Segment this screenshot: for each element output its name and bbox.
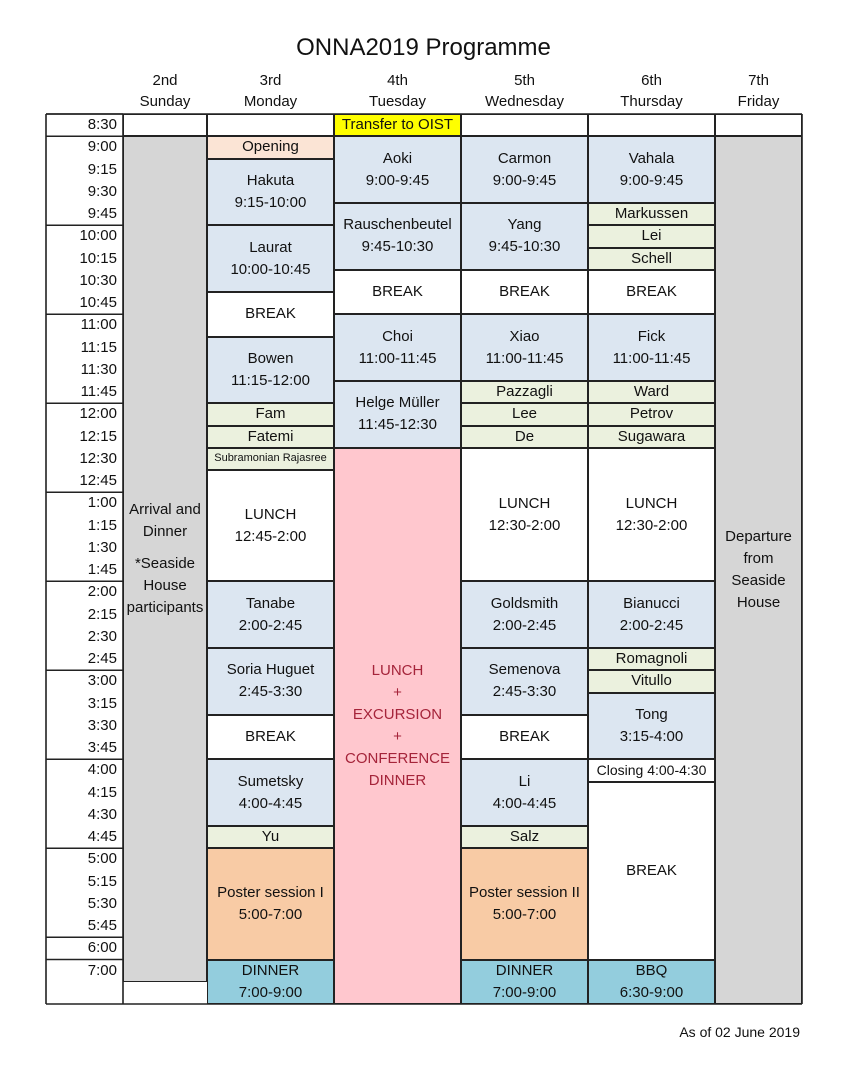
cell-text: 9:45-10:30 xyxy=(361,238,434,256)
day-name: Tuesday xyxy=(369,93,426,110)
cell-text: from xyxy=(743,550,774,568)
cell-text: Rauschenbeutel xyxy=(343,216,452,234)
cell-text: Tanabe xyxy=(245,594,296,612)
cell-text: Fick xyxy=(637,327,666,345)
day-name: Wednesday xyxy=(485,93,564,110)
day-name: Sunday xyxy=(139,93,191,110)
cell-text: 3:15-4:00 xyxy=(619,727,684,745)
cell-text: Romagnoli xyxy=(615,650,688,668)
cell-text: Closing 4:00-4:30 xyxy=(596,762,707,779)
cell-text: 12:30-2:00 xyxy=(488,516,561,534)
time-label: 9:30 xyxy=(87,182,117,200)
cell-text: Aoki xyxy=(382,149,413,167)
time-label: 4:45 xyxy=(87,828,117,845)
cell-text: Carmon xyxy=(497,149,552,167)
time-label: 4:15 xyxy=(87,783,117,801)
time-label: 3:30 xyxy=(87,716,117,734)
cell-text: 5:00-7:00 xyxy=(492,905,557,923)
day-name: Monday xyxy=(243,93,298,110)
cell-text: Schell xyxy=(631,249,672,267)
cell-text: 12:30-2:00 xyxy=(615,516,688,534)
cell-text: Semenova xyxy=(488,661,561,679)
cell-text: Transfer to OIST xyxy=(341,116,454,134)
time-label: 10:00 xyxy=(79,227,117,245)
time-label: 12:30 xyxy=(79,449,117,467)
time-label: 10:15 xyxy=(79,249,117,267)
time-label: 10:30 xyxy=(79,271,117,289)
cell-text: Yu xyxy=(261,828,280,846)
time-label: 11:15 xyxy=(80,338,117,356)
cell-text: Lee xyxy=(511,405,538,423)
day-name: Friday xyxy=(737,93,780,110)
cell-text: BREAK xyxy=(499,728,550,745)
time-label: 11:45 xyxy=(80,383,117,400)
cell-text: DINNER xyxy=(368,771,427,789)
cell-text: Soria Huguet xyxy=(226,661,315,679)
time-label: 8:30 xyxy=(87,116,117,133)
time-label: 2:45 xyxy=(87,650,117,667)
cell-text: 9:00-9:45 xyxy=(619,171,684,189)
cell-text: 4:00-4:45 xyxy=(238,794,303,812)
time-label: 4:00 xyxy=(87,761,117,779)
time-label: 1:00 xyxy=(87,494,117,512)
cell-text: Subramonian Rajasree xyxy=(214,452,327,465)
time-label: 12:45 xyxy=(79,472,117,489)
cell-text: Sumetsky xyxy=(237,772,304,790)
cell-text: Sugawara xyxy=(617,427,686,445)
time-label: 12:00 xyxy=(79,405,117,423)
cell-text: Seaside xyxy=(731,572,786,590)
cell-text: Ward xyxy=(633,383,670,401)
cell-text: LUNCH xyxy=(625,494,678,512)
time-label: 2:15 xyxy=(87,605,117,623)
cell-text: EXCURSION xyxy=(352,705,443,723)
cell-text: 7:00-9:00 xyxy=(492,983,557,1001)
day-date: 3rd xyxy=(259,72,282,89)
cell-text: Opening xyxy=(242,138,299,156)
cell-text: *Seaside xyxy=(134,555,196,572)
cell-text: Poster session I xyxy=(217,883,324,901)
cell-text: Lei xyxy=(641,227,662,245)
time-label: 10:45 xyxy=(79,294,117,311)
cell-text: 9:45-10:30 xyxy=(488,238,561,256)
cell-text: BBQ xyxy=(635,961,668,979)
time-label: 9:00 xyxy=(87,138,117,156)
cell-text: LUNCH xyxy=(371,661,424,679)
time-label: 5:15 xyxy=(87,872,117,890)
time-label: 3:45 xyxy=(87,739,117,756)
time-label: 5:45 xyxy=(87,917,117,934)
time-label: 9:45 xyxy=(87,205,117,222)
cell-text: 11:00-11:45 xyxy=(485,349,564,367)
cell-text: Xiao xyxy=(509,327,540,345)
cell-text: Petrov xyxy=(629,405,674,423)
cell-text: 7:00-9:00 xyxy=(238,983,303,1001)
cell-text: 12:45-2:00 xyxy=(234,527,307,545)
cell-text: Salz xyxy=(509,828,540,846)
as-of-date: As of 02 June 2019 xyxy=(679,1024,800,1040)
cell-text: Fam xyxy=(255,405,286,423)
cell-text: + xyxy=(393,683,402,701)
cell-text: BREAK xyxy=(245,305,296,323)
time-label: 6:00 xyxy=(87,939,117,957)
cell-text: 2:00-2:45 xyxy=(619,616,684,634)
cell-text: Bianucci xyxy=(623,594,680,612)
time-label: 9:15 xyxy=(87,160,117,178)
time-label: 11:00 xyxy=(80,316,117,334)
cell-text: Vahala xyxy=(628,149,675,167)
cell-text: House xyxy=(736,594,781,612)
cell-text: Pazzagli xyxy=(496,383,553,401)
cell-text: LUNCH xyxy=(498,494,551,512)
cell-text: Goldsmith xyxy=(490,594,559,612)
cell-text: BREAK xyxy=(626,283,677,300)
time-label: 1:45 xyxy=(87,561,117,578)
cell-text: 9:00-9:45 xyxy=(365,171,430,189)
cell-text: De xyxy=(514,427,535,445)
cell-text: Departure xyxy=(725,528,792,546)
cell-text: Markussen xyxy=(614,205,689,223)
time-label: 1:15 xyxy=(87,516,117,534)
cell-text: Poster session II xyxy=(469,883,580,901)
cell-text: BREAK xyxy=(372,283,423,300)
cell-text: Fatemi xyxy=(247,427,294,445)
cell-text: CONFERENCE xyxy=(344,749,450,767)
cell-text: Vitullo xyxy=(631,672,672,690)
page-title: ONNA2019 Programme xyxy=(296,34,551,61)
cell-text: 11:00-11:45 xyxy=(612,349,691,367)
time-label: 5:30 xyxy=(87,894,117,912)
cell-text: 2:00-2:45 xyxy=(492,616,557,634)
cell-text: 9:00-9:45 xyxy=(492,171,557,189)
day-date: 4th xyxy=(387,72,408,89)
cell-text: Helge Müller xyxy=(355,394,440,412)
cell-text: 4:00-4:45 xyxy=(492,794,557,812)
cell-text: Choi xyxy=(382,327,413,345)
time-label: 3:00 xyxy=(87,672,117,690)
day-date: 5th xyxy=(514,72,535,89)
time-label: 11:30 xyxy=(80,360,117,378)
time-label: 7:00 xyxy=(87,961,117,979)
cell-text: BREAK xyxy=(245,728,296,745)
cell-text: + xyxy=(393,727,402,745)
cell-text: House xyxy=(143,577,187,594)
time-label: 2:00 xyxy=(87,583,117,601)
cell-text: 2:45-3:30 xyxy=(492,683,557,701)
cell-text: BREAK xyxy=(626,861,677,879)
cell-text: 11:45-12:30 xyxy=(358,416,437,434)
cell-text: LUNCH xyxy=(244,505,297,523)
cell-text: 2:45-3:30 xyxy=(238,683,303,701)
time-label: 2:30 xyxy=(87,627,117,645)
time-label: 1:30 xyxy=(87,538,117,556)
cell-text: 11:00-11:45 xyxy=(358,349,437,367)
cell-text: BREAK xyxy=(499,283,550,300)
cell-text: 10:00-10:45 xyxy=(230,260,311,278)
cell-text: 11:15-12:00 xyxy=(231,371,310,389)
cell-text: Tong xyxy=(635,705,668,723)
time-label: 12:15 xyxy=(79,427,117,445)
day-name: Thursday xyxy=(620,93,683,110)
cell-text: 9:15-10:00 xyxy=(234,193,307,211)
cell-text: 6:30-9:00 xyxy=(619,983,684,1001)
time-label: 3:15 xyxy=(87,694,117,712)
cell-text: 2:00-2:45 xyxy=(238,616,303,634)
day-date: 6th xyxy=(641,72,662,89)
cell-text: DINNER xyxy=(241,961,300,979)
cell-text: Li xyxy=(518,772,531,790)
cell-text: Bowen xyxy=(247,349,294,367)
cell-text: Hakuta xyxy=(246,171,295,189)
cell-text: DINNER xyxy=(495,961,554,979)
cell-text: Yang xyxy=(507,216,542,234)
day-date: 7th xyxy=(748,72,769,89)
time-label: 5:00 xyxy=(87,850,117,868)
day-date: 2nd xyxy=(152,72,178,89)
cell-text: 5:00-7:00 xyxy=(238,905,303,923)
cell-text: Laurat xyxy=(249,238,292,256)
cell-text: participants xyxy=(126,599,204,616)
time-label: 4:30 xyxy=(87,805,117,823)
cell-text: Dinner xyxy=(142,523,188,540)
cell-text: Arrival and xyxy=(129,501,201,518)
